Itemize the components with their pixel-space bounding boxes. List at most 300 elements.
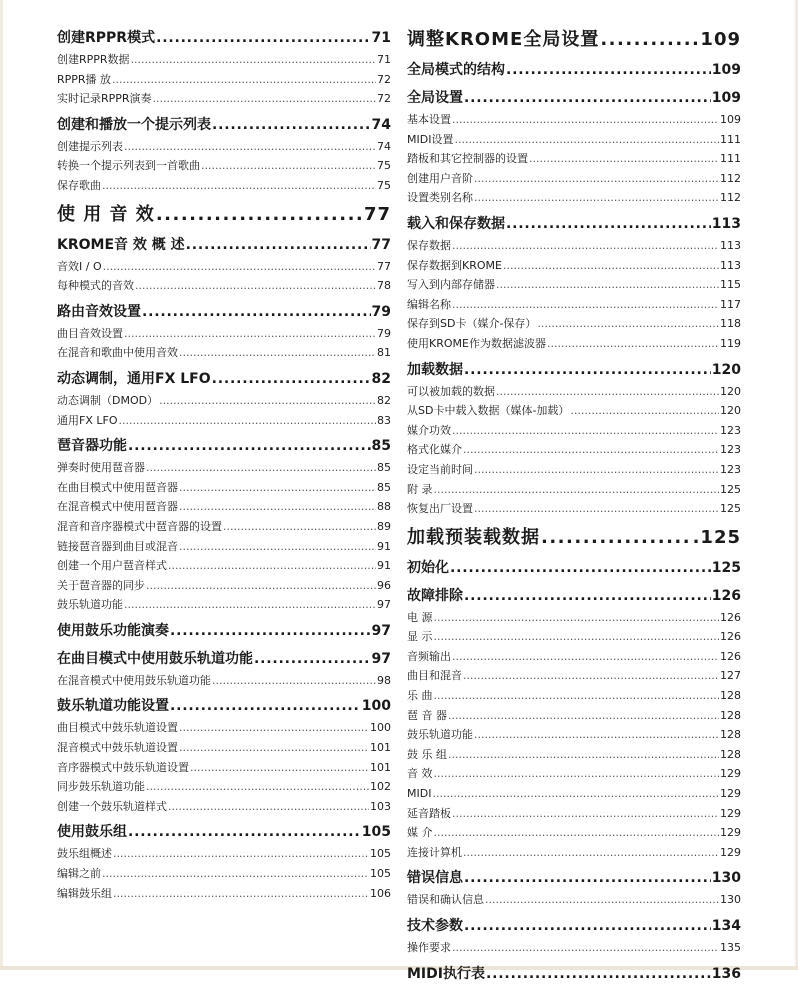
toc-entry-title: 保存歌曲 bbox=[57, 178, 101, 192]
toc-subsection-entry[interactable] bbox=[407, 334, 741, 354]
toc-subsection-entry[interactable] bbox=[57, 758, 391, 778]
toc-subsection-entry[interactable] bbox=[407, 169, 741, 189]
toc-section-entry[interactable] bbox=[407, 914, 741, 938]
toc-entry-page-number: 79 bbox=[371, 303, 391, 320]
toc-entry-title: 在曲目模式中使用琶音器 bbox=[57, 480, 178, 494]
dot-leader bbox=[503, 256, 719, 276]
dot-leader bbox=[570, 401, 719, 421]
dot-leader bbox=[474, 169, 719, 189]
toc-entry-title: 创建提示列表 bbox=[57, 139, 123, 153]
toc-entry-page-number: 109 bbox=[720, 113, 741, 126]
toc-section-entry[interactable] bbox=[407, 584, 741, 608]
toc-chapter-entry[interactable] bbox=[57, 201, 391, 229]
toc-subsection-entry[interactable] bbox=[407, 764, 741, 784]
dot-leader bbox=[474, 188, 719, 208]
toc-subsection-entry[interactable] bbox=[57, 324, 391, 344]
dot-leader bbox=[103, 257, 376, 277]
toc-entry-page-number: 129 bbox=[720, 826, 741, 840]
toc-entry-page-number: 128 bbox=[720, 689, 741, 703]
toc-entry-page-number: 125 bbox=[711, 559, 741, 576]
toc-subsection-entry[interactable] bbox=[407, 401, 741, 421]
toc-subsection-entry[interactable] bbox=[57, 537, 391, 557]
toc-entry-title: KROME音 效 概 述 bbox=[57, 236, 185, 253]
dot-leader bbox=[168, 797, 369, 817]
dot-leader bbox=[448, 706, 719, 726]
toc-entry-page-number: 72 bbox=[377, 72, 391, 86]
toc-subsection-entry[interactable] bbox=[57, 576, 391, 596]
toc-subsection-entry[interactable] bbox=[407, 745, 741, 765]
dot-leader bbox=[464, 358, 711, 382]
toc-entry-title: 通用FX LFO bbox=[57, 413, 118, 427]
dot-leader bbox=[452, 938, 719, 958]
toc-entry-page-number: 115 bbox=[720, 278, 741, 292]
toc-entry-page-number: 91 bbox=[377, 559, 391, 573]
toc-subsection-entry[interactable] bbox=[57, 797, 391, 817]
toc-left-column bbox=[57, 26, 391, 903]
dot-leader bbox=[190, 758, 369, 778]
toc-entry-page-number: 129 bbox=[720, 806, 741, 820]
toc-subsection-entry[interactable] bbox=[407, 784, 741, 804]
toc-subsection-entry[interactable] bbox=[407, 130, 741, 150]
dot-leader bbox=[454, 130, 719, 150]
toc-entry-title: MIDI设置 bbox=[407, 132, 454, 146]
toc-entry-page-number: 119 bbox=[720, 336, 741, 350]
toc-subsection-entry[interactable] bbox=[407, 460, 741, 480]
toc-entry-page-number: 126 bbox=[720, 649, 741, 663]
toc-entry-title: MIDI bbox=[407, 787, 432, 801]
toc-entry-title: 错误信息 bbox=[407, 870, 463, 887]
toc-subsection-entry[interactable] bbox=[407, 275, 741, 295]
dot-leader bbox=[432, 784, 719, 804]
dot-leader bbox=[464, 866, 711, 890]
toc-entry-title: 在混音模式中使用琶音器 bbox=[57, 500, 178, 514]
toc-section-entry[interactable] bbox=[57, 434, 391, 458]
toc-subsection-entry[interactable] bbox=[57, 156, 391, 176]
toc-entry-page-number: 85 bbox=[377, 480, 391, 494]
toc-entry-title: 恢复出厂设置 bbox=[407, 502, 473, 516]
toc-subsection-entry[interactable] bbox=[57, 497, 391, 517]
dot-leader bbox=[212, 367, 371, 391]
toc-entry-title: 全局设置 bbox=[407, 90, 463, 106]
toc-chapter-entry[interactable] bbox=[407, 524, 741, 552]
toc-entry-page-number: 85 bbox=[371, 438, 391, 455]
toc-entry-title: 媒介功效 bbox=[407, 423, 451, 437]
toc-entry-page-number: 85 bbox=[377, 461, 391, 475]
toc-entry-page-number: 120 bbox=[711, 361, 741, 378]
dot-leader bbox=[179, 497, 376, 517]
toc-subsection-entry[interactable] bbox=[57, 777, 391, 797]
dot-leader bbox=[113, 844, 369, 864]
toc-entry-page-number: 98 bbox=[377, 673, 391, 687]
toc-section-entry[interactable] bbox=[407, 358, 741, 382]
dot-leader bbox=[102, 176, 376, 196]
toc-entry-title: 鼓乐组概述 bbox=[57, 847, 112, 861]
toc-subsection-entry[interactable] bbox=[407, 421, 741, 441]
toc-entry-title: 可以被加载的数据 bbox=[407, 384, 495, 398]
toc-entry-page-number: 88 bbox=[377, 500, 391, 514]
toc-entry-page-number: 112 bbox=[720, 191, 741, 205]
dot-leader bbox=[434, 480, 720, 500]
toc-subsection-entry[interactable] bbox=[57, 50, 391, 70]
toc-subsection-entry[interactable] bbox=[57, 391, 391, 411]
toc-subsection-entry[interactable] bbox=[57, 671, 391, 691]
toc-section-entry[interactable] bbox=[57, 233, 391, 257]
toc-right-column bbox=[407, 26, 741, 986]
toc-subsection-entry[interactable] bbox=[407, 480, 741, 500]
dot-leader bbox=[156, 201, 363, 229]
toc-subsection-entry[interactable] bbox=[407, 440, 741, 460]
toc-entry-page-number: 106 bbox=[370, 886, 391, 900]
toc-entry-page-number: 72 bbox=[377, 92, 391, 106]
toc-entry-title: 调整KROME全局设置 bbox=[407, 29, 600, 50]
toc-section-entry[interactable] bbox=[407, 86, 741, 110]
toc-subsection-entry[interactable] bbox=[407, 938, 741, 958]
dot-leader bbox=[506, 212, 711, 236]
toc-entry-title: 弹奏时使用琶音器 bbox=[57, 461, 145, 475]
toc-entry-page-number: 123 bbox=[720, 423, 741, 437]
toc-entry-page-number: 100 bbox=[370, 721, 391, 735]
toc-entry-title: 链接琶音器到曲目或混音 bbox=[57, 539, 178, 553]
toc-subsection-entry[interactable] bbox=[407, 295, 741, 315]
toc-entry-title: 错误和确认信息 bbox=[407, 893, 484, 907]
toc-entry-page-number: 126 bbox=[720, 610, 741, 624]
dot-leader bbox=[496, 382, 719, 402]
dot-leader bbox=[146, 458, 376, 478]
toc-entry-page-number: 130 bbox=[720, 893, 741, 907]
toc-entry-page-number: 117 bbox=[720, 297, 741, 311]
toc-entry-page-number: .125 bbox=[692, 526, 741, 548]
dot-leader bbox=[112, 70, 376, 90]
toc-subsection-entry[interactable] bbox=[57, 884, 391, 904]
toc-entry-page-number: 111 bbox=[720, 152, 741, 166]
dot-leader bbox=[170, 694, 361, 718]
dot-leader bbox=[212, 113, 371, 137]
toc-entry-title: 动态调制（DMOD） bbox=[57, 393, 159, 407]
dot-leader bbox=[128, 434, 371, 458]
toc-subsection-entry[interactable] bbox=[57, 556, 391, 576]
toc-section-entry[interactable] bbox=[407, 58, 741, 82]
dot-leader bbox=[113, 884, 369, 904]
dot-leader bbox=[179, 478, 376, 498]
dot-leader bbox=[102, 864, 369, 884]
dot-leader bbox=[142, 300, 371, 324]
toc-entry-page-number: 129 bbox=[720, 787, 741, 801]
toc-entry-title: 创建一个用户琶音样式 bbox=[57, 559, 167, 573]
toc-entry-title: 使用鼓乐组 bbox=[57, 824, 127, 841]
toc-entry-page-number: 97 bbox=[371, 622, 391, 639]
toc-entry-page-number: 82 bbox=[371, 370, 391, 387]
dot-leader bbox=[452, 421, 719, 441]
toc-entry-page-number: 125 bbox=[720, 502, 741, 516]
toc-section-entry[interactable] bbox=[57, 26, 391, 50]
dot-leader bbox=[485, 890, 719, 910]
toc-entry-page-number: 74 bbox=[377, 139, 391, 153]
toc-section-entry[interactable] bbox=[407, 962, 741, 986]
dot-leader bbox=[223, 517, 376, 537]
toc-entry-title: 连接计算机 bbox=[407, 845, 462, 859]
dot-leader bbox=[474, 725, 719, 745]
dot-leader bbox=[506, 58, 711, 82]
toc-entry-page-number: 75 bbox=[377, 178, 391, 192]
toc-section-entry[interactable] bbox=[57, 300, 391, 324]
toc-entry-page-number: 81 bbox=[377, 346, 391, 360]
toc-entry-page-number: 125 bbox=[720, 482, 741, 496]
toc-entry-title: 全局模式的结构 bbox=[407, 62, 505, 78]
toc-entry-title: 使用KROME作为数据滤波器 bbox=[407, 336, 546, 350]
toc-entry-title: 编辑鼓乐组 bbox=[57, 886, 112, 900]
toc-entry-title: 加载数据 bbox=[407, 361, 463, 378]
toc-section-entry[interactable] bbox=[57, 647, 391, 671]
toc-entry-title: 保存数据 bbox=[407, 238, 451, 252]
toc-entry-title: 在混音和歌曲中使用音效 bbox=[57, 346, 178, 360]
toc-section-entry[interactable] bbox=[57, 820, 391, 844]
dot-leader bbox=[124, 595, 376, 615]
dot-leader bbox=[463, 666, 719, 686]
toc-entry-page-number: 97 bbox=[377, 598, 391, 612]
dot-leader bbox=[452, 804, 719, 824]
toc-entry-title: 保存数据到KROME bbox=[407, 258, 502, 272]
toc-subsection-entry[interactable] bbox=[407, 804, 741, 824]
toc-entry-title: 关于琶音器的同步 bbox=[57, 578, 145, 592]
dot-leader bbox=[452, 236, 719, 256]
toc-subsection-entry[interactable] bbox=[57, 176, 391, 196]
toc-entry-title: 写入到内部存储器 bbox=[407, 278, 495, 292]
toc-entry-title: 动态调制，通用FX LFO bbox=[57, 370, 211, 387]
toc-entry-title: 每种模式的音效 bbox=[57, 279, 134, 293]
toc-subsection-entry[interactable] bbox=[57, 595, 391, 615]
dot-leader bbox=[179, 718, 369, 738]
toc-entry-title: 音频输出 bbox=[407, 649, 451, 663]
dot-leader bbox=[474, 460, 719, 480]
toc-entry-title: 琶 音 器 bbox=[407, 708, 447, 722]
dot-leader bbox=[128, 820, 361, 844]
toc-subsection-entry[interactable] bbox=[57, 718, 391, 738]
dot-leader bbox=[496, 275, 719, 295]
dot-leader bbox=[541, 524, 692, 552]
toc-entry-title: 基本设置 bbox=[407, 113, 451, 126]
toc-entry-title: 编辑之前 bbox=[57, 867, 101, 881]
toc-entry-page-number: 97 bbox=[371, 650, 391, 667]
dot-leader bbox=[170, 619, 371, 643]
toc-entry-page-number: 136 bbox=[711, 965, 741, 982]
toc-subsection-entry[interactable] bbox=[407, 382, 741, 402]
toc-entry-page-number: 75 bbox=[377, 159, 391, 173]
toc-subsection-entry[interactable] bbox=[57, 738, 391, 758]
toc-entry-title: 设置类别名称 bbox=[407, 191, 473, 205]
toc-entry-page-number: 96 bbox=[377, 578, 391, 592]
toc-entry-title: 从SD卡中载入数据（媒体-加载） bbox=[407, 404, 570, 418]
toc-subsection-entry[interactable] bbox=[407, 149, 741, 169]
toc-entry-page-number: 120 bbox=[720, 384, 741, 398]
toc-entry-page-number: 105 bbox=[370, 847, 391, 861]
toc-entry-page-number: 135 bbox=[720, 941, 741, 954]
dot-leader bbox=[547, 334, 719, 354]
toc-entry-page-number: 103 bbox=[370, 799, 391, 813]
dot-leader bbox=[131, 50, 376, 70]
toc-entry-page-number: 71 bbox=[371, 30, 391, 46]
toc-entry-page-number: 105 bbox=[370, 867, 391, 881]
toc-subsection-entry[interactable] bbox=[57, 89, 391, 109]
toc-entry-page-number: 134 bbox=[711, 918, 741, 934]
toc-subsection-entry[interactable] bbox=[57, 343, 391, 363]
toc-subsection-entry[interactable] bbox=[57, 70, 391, 90]
toc-entry-page-number: 109 bbox=[711, 62, 741, 78]
toc-entry-page-number: 112 bbox=[720, 171, 741, 185]
toc-entry-page-number: 128 bbox=[720, 728, 741, 742]
toc-entry-title: 鼓乐轨道功能 bbox=[57, 598, 123, 612]
toc-entry-title: 同步鼓乐轨道功能 bbox=[57, 780, 145, 794]
toc-entry-page-number: 123 bbox=[720, 443, 741, 457]
dot-leader bbox=[464, 584, 711, 608]
toc-subsection-entry[interactable] bbox=[407, 890, 741, 910]
toc-section-entry[interactable] bbox=[407, 212, 741, 236]
toc-entry-title: 鼓 乐 组 bbox=[407, 747, 447, 761]
toc-subsection-entry[interactable] bbox=[407, 499, 741, 519]
toc-entry-title: MIDI执行表 bbox=[407, 965, 485, 982]
toc-entry-page-number: 128 bbox=[720, 708, 741, 722]
dot-leader bbox=[452, 110, 719, 130]
toc-entry-title: 曲目和混音 bbox=[407, 669, 462, 683]
toc-entry-title: 操作要求 bbox=[407, 941, 451, 954]
dot-leader bbox=[254, 647, 371, 671]
toc-entry-title: 技术参数 bbox=[407, 918, 463, 934]
toc-subsection-entry[interactable] bbox=[407, 686, 741, 706]
dot-leader bbox=[179, 537, 376, 557]
dot-leader bbox=[186, 233, 371, 257]
toc-entry-title: 实时记录RPPR演奏 bbox=[57, 92, 152, 106]
dot-leader bbox=[464, 86, 711, 110]
toc-entry-title: 电 源 bbox=[407, 610, 433, 624]
toc-subsection-entry[interactable] bbox=[57, 864, 391, 884]
toc-entry-title: 混音和音序器模式中琶音器的设置 bbox=[57, 519, 222, 533]
toc-entry-page-number: 91 bbox=[377, 539, 391, 553]
toc-subsection-entry[interactable] bbox=[57, 276, 391, 296]
toc-entry-title: 音序器模式中鼓乐轨道设置 bbox=[57, 760, 189, 774]
toc-subsection-entry[interactable] bbox=[407, 666, 741, 686]
dot-leader bbox=[201, 156, 376, 176]
toc-subsection-entry[interactable] bbox=[57, 844, 391, 864]
toc-entry-title: 编辑名称 bbox=[407, 297, 451, 311]
toc-section-entry[interactable] bbox=[57, 619, 391, 643]
dot-leader bbox=[146, 777, 369, 797]
dot-leader bbox=[464, 914, 711, 938]
toc-entry-title: 初始化 bbox=[407, 559, 449, 576]
toc-entry-page-number: 126 bbox=[720, 630, 741, 644]
toc-entry-title: 音 效 bbox=[407, 767, 433, 781]
toc-entry-title: 在曲目模式中使用鼓乐轨道功能 bbox=[57, 650, 253, 667]
toc-entry-title: 音效I / O bbox=[57, 259, 102, 273]
toc-entry-page-number: 127 bbox=[720, 669, 741, 683]
toc-entry-title: 延音踏板 bbox=[407, 806, 451, 820]
toc-subsection-entry[interactable] bbox=[57, 411, 391, 431]
toc-entry-title: 保存到SD卡（媒介-保存） bbox=[407, 317, 537, 331]
dot-leader bbox=[537, 314, 719, 334]
toc-subsection-entry[interactable] bbox=[57, 478, 391, 498]
toc-subsection-entry[interactable] bbox=[57, 137, 391, 157]
toc-subsection-entry[interactable] bbox=[407, 110, 741, 130]
toc-entry-page-number: 79 bbox=[377, 326, 391, 340]
toc-entry-page-number: 77 bbox=[363, 203, 391, 225]
toc-chapter-entry[interactable] bbox=[407, 26, 741, 54]
dot-leader bbox=[168, 556, 376, 576]
toc-subsection-entry[interactable] bbox=[407, 256, 741, 276]
dot-leader bbox=[135, 276, 376, 296]
dot-leader bbox=[434, 823, 720, 843]
toc-section-entry[interactable] bbox=[407, 866, 741, 890]
toc-entry-title: 琶音器功能 bbox=[57, 438, 127, 455]
dot-leader bbox=[450, 556, 711, 580]
dot-leader bbox=[452, 647, 719, 667]
toc-entry-page-number: 109 bbox=[700, 29, 741, 50]
toc-subsection-entry[interactable] bbox=[57, 257, 391, 277]
toc-entry-title: RPPR播 放 bbox=[57, 72, 112, 86]
toc-entry-title: 曲目音效设置 bbox=[57, 326, 123, 340]
toc-entry-title: 显 示 bbox=[407, 630, 433, 644]
toc-entry-title: 鼓乐轨道功能设置 bbox=[57, 698, 169, 715]
toc-subsection-entry[interactable] bbox=[407, 608, 741, 628]
toc-entry-page-number: 100 bbox=[361, 698, 391, 715]
dot-leader bbox=[156, 26, 370, 50]
toc-entry-title: 曲目模式中鼓乐轨道设置 bbox=[57, 721, 178, 735]
toc-entry-page-number: 78 bbox=[377, 279, 391, 293]
toc-subsection-entry[interactable] bbox=[407, 627, 741, 647]
toc-entry-title: 媒 介 bbox=[407, 826, 433, 840]
toc-subsection-entry[interactable] bbox=[407, 314, 741, 334]
toc-section-entry[interactable] bbox=[57, 367, 391, 391]
toc-section-entry[interactable] bbox=[57, 694, 391, 718]
toc-subsection-entry[interactable] bbox=[407, 647, 741, 667]
toc-section-entry[interactable] bbox=[57, 113, 391, 137]
dot-leader bbox=[124, 137, 376, 157]
toc-entry-title: 混音模式中鼓乐轨道设置 bbox=[57, 741, 178, 755]
toc-subsection-entry[interactable] bbox=[407, 823, 741, 843]
toc-entry-title: 加载预装载数据 bbox=[407, 526, 540, 548]
dot-leader bbox=[146, 576, 376, 596]
toc-entry-page-number: 120 bbox=[720, 404, 741, 418]
dot-leader bbox=[448, 745, 719, 765]
toc-entry-title: 载入和保存数据 bbox=[407, 215, 505, 232]
toc-subsection-entry[interactable] bbox=[407, 706, 741, 726]
toc-entry-page-number: 89 bbox=[377, 519, 391, 533]
toc-subsection-entry[interactable] bbox=[407, 188, 741, 208]
toc-entry-title: 踏板和其它控制器的设置 bbox=[407, 152, 528, 166]
toc-subsection-entry[interactable] bbox=[57, 458, 391, 478]
toc-subsection-entry[interactable] bbox=[407, 236, 741, 256]
toc-entry-title: 格式化媒介 bbox=[407, 443, 462, 457]
toc-subsection-entry[interactable] bbox=[407, 843, 741, 863]
toc-entry-title: 使 用 音 效 bbox=[57, 203, 155, 225]
toc-section-entry[interactable] bbox=[407, 556, 741, 580]
dot-leader bbox=[434, 764, 720, 784]
toc-subsection-entry[interactable] bbox=[57, 517, 391, 537]
dot-leader bbox=[452, 295, 719, 315]
dot-leader bbox=[179, 343, 376, 363]
toc-entry-title: 创建用户音阶 bbox=[407, 171, 473, 185]
toc-entry-title: 路由音效设置 bbox=[57, 303, 141, 320]
toc-entry-title: 转换一个提示列表到一首歌曲 bbox=[57, 159, 200, 173]
dot-leader bbox=[463, 440, 719, 460]
toc-subsection-entry[interactable] bbox=[407, 725, 741, 745]
toc-entry-title: 创建RPPR数据 bbox=[57, 53, 130, 66]
dot-leader bbox=[463, 843, 719, 863]
dot-leader bbox=[124, 324, 376, 344]
dot-leader bbox=[118, 411, 376, 431]
dot-leader bbox=[474, 499, 719, 519]
toc-entry-page-number: 102 bbox=[370, 780, 391, 794]
toc-entry-title: 故障排除 bbox=[407, 587, 463, 604]
toc-entry-page-number: 129 bbox=[720, 767, 741, 781]
toc-entry-title: 创建RPPR模式 bbox=[57, 30, 156, 46]
